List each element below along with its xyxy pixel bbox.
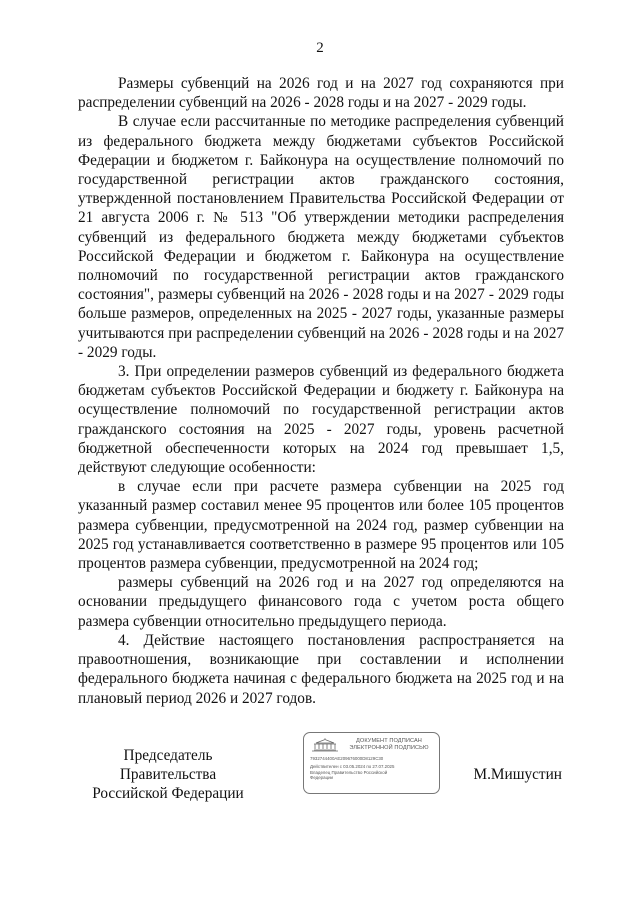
signatory-position-line: Российской Федерации (92, 785, 244, 803)
document-body (78, 74, 564, 708)
stamp-title-line: ДОКУМЕНТ ПОДПИСАН (356, 738, 422, 744)
signatory-name: М.Мишустин (473, 766, 562, 783)
government-building-emblem-icon (311, 738, 339, 752)
page-number: 2 (316, 40, 324, 56)
paragraph: размеры субвенций на 2026 год и на 2027 год определяются на основании предыдущего финансового года с учетом роста общего размера субвенции относительно предыдущего периода. (78, 574, 564, 630)
paragraph: Размеры субвенций на 2026 год и на 2027 год сохраняются при распределении субвенций на 2026 - 2028 годы и на 2027 - 2029 годы. (78, 75, 564, 112)
paragraph: в случае если при расчете размера субвенции на 2025 год указанный размер составил менее 95 процентов или более 105 процентов размера субвенции, предусмотренной на 2024 год, размер субвенции на 2025 год устанавливается соответственно в размере 95 процентов или 105 процентов размера субвенции, предусмотренной на 2024 год; (78, 478, 564, 573)
signatory-position-line: Председатель Правительства (119, 747, 217, 784)
signatory-position (78, 746, 258, 804)
paragraph: В случае если рассчитанные по методике распределения субвенций из федерального бюджета между бюджетами субъектов Российской Федерации и бюджетом г. Байконура на осуществление полномочий по государственной регистрации актов гражданского состояния, утвержденной постановлением Правительства Российской Федерации от 21 августа 2006 г. № 513 "Об утверждении методики распределения субвенций из федерального бюджета между бюджетами субъектов Российской Федерации и бюджетом г. Байконура на осуществление полномочий по государственной регистрации актов гражданского состояния", размеры субвенций на 2026 - 2028 годы и на 2027 - 2029 годы больше размеров, определенных на 2025 - 2027 годы, указанные размеры учитываются при распределении субвенций на 2026 - 2028 годы и на 2027 - 2029 годы. (78, 113, 564, 361)
stamp-certificate: 7932744400AE209676000D8129C30 (310, 756, 384, 761)
signature-block (0, 732, 640, 802)
stamp-title (342, 738, 436, 751)
stamp-owner: Владелец Правительство Российской (310, 770, 388, 775)
electronic-signature-stamp (303, 732, 440, 794)
paragraph: 3. При определении размеров субвенций из федерального бюджета бюджетам субъектов Российской Федерации и бюджету г. Байконура на осуществление полномочий по государственной регистрации актов гражданского состояния на 2025 - 2027 годы, уровень расчетной бюджетной обеспеченности которых на 2024 год превышает 1,5, действуют следующие особенности: (78, 363, 564, 477)
paragraph: 4. Действие настоящего постановления распространяется на правоотношения, возникающие при составлении и исполнении федерального бюджета начиная с федерального бюджета на 2025 год и на плановый период 2026 и 2027 годов. (78, 631, 564, 707)
stamp-validity: Действителен с 03.05.2024 по 27.07.2025 (310, 764, 395, 769)
stamp-owner: Федерации (310, 775, 333, 780)
stamp-title-line: ЭЛЕКТРОННОЙ ПОДПИСЬЮ (349, 744, 429, 751)
